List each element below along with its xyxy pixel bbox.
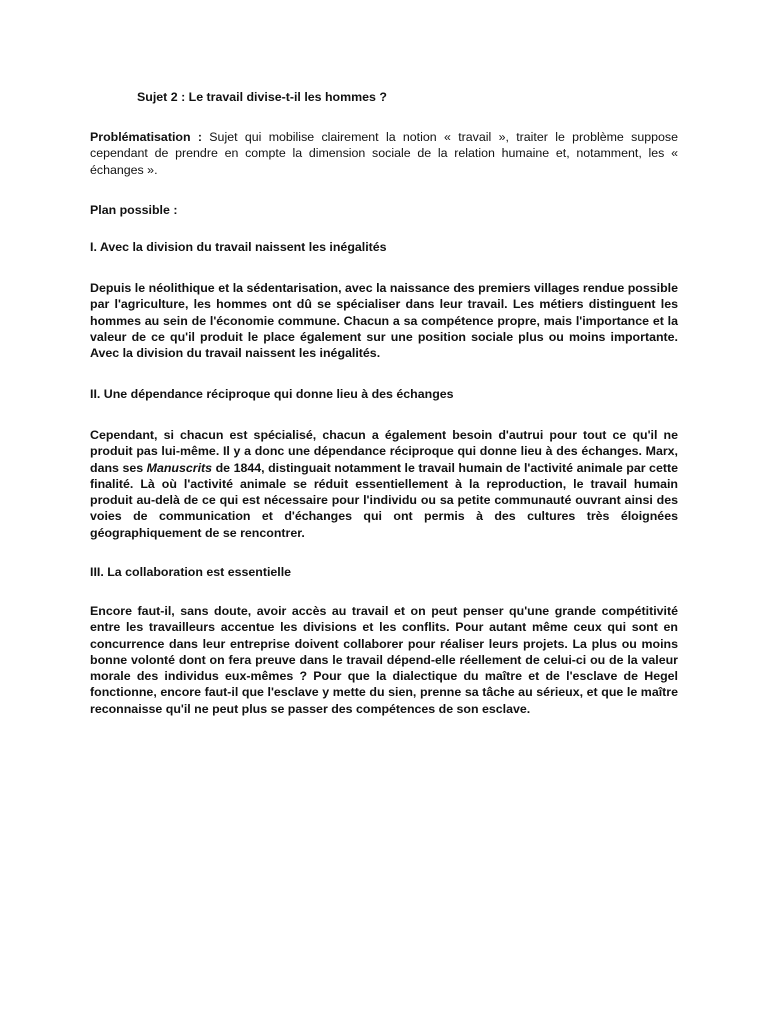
- section-2-paragraph: [90, 427, 678, 541]
- section-2-paragraph-text-end: de 1844, distinguait notamment le travail humain de l'activité animale par cette finalité. Là où l'activité animale se réduit essentiellement à la reproduction, le travail humain produit au-delà de ce qui est nécessaire pour l'individu ou sa petite communauté ouvrant ainsi des voies de communication et d'échanges qui ont permis à des cultures très éloignées géographiquement de se rencontrer.: [90, 460, 678, 540]
- section-2-paragraph-text-start: Cependant, si chacun est spécialisé, chacun a également besoin d'autrui pour tout ce qu'il ne produit pas lui-même. Il y a donc une dépendance réciproque qui donne lieu à des échanges. Marx, dans ses: [90, 428, 678, 475]
- section-3-paragraph: [90, 603, 678, 717]
- section-1-paragraph: [90, 280, 678, 361]
- section-3-heading: III. La collaboration est essentielle: [90, 565, 292, 579]
- section-1-paragraph-text: Depuis le néolithique et la sédentarisation, avec la naissance des premiers villages rendue possible par l'agriculture, les hommes ont dû se spécialiser dans leur travail. Les métiers distinguent les hommes au sein de l'économie commune. Chacun a sa compétence propre, mais l'importance et la valeur de ce qu'il produit le place également sur une position sociale plus ou moins importante. Avec la division du travail naissent les inégalités.: [90, 281, 678, 361]
- subject-title: Sujet 2 : Le travail divise-t-il les hommes ?: [137, 90, 387, 104]
- plan-label: Plan possible :: [90, 203, 178, 217]
- problematisation-text: Sujet qui mobilise clairement la notion « travail », traiter le problème suppose cependant de prendre en compte la dimension sociale de la relation humaine et, notamment, les « échanges ».: [90, 130, 678, 177]
- section-1-heading: I. Avec la division du travail naissent les inégalités: [90, 240, 387, 254]
- problematisation-block: [90, 129, 678, 178]
- section-2-heading: II. Une dépendance réciproque qui donne lieu à des échanges: [90, 387, 454, 401]
- section-3-paragraph-text: Encore faut-il, sans doute, avoir accès au travail et on peut penser qu'une grande compétitivité entre les travailleurs accentue les divisions et les conflits. Pour autant même ceux qui sont en concurrence dans leur entreprise doivent collaborer pour réaliser leurs projets. La plus ou moins bonne volonté dont on fera preuve dans le travail dépend-elle réellement de celui-ci ou de la valeur morale des individus eux-mêmes ? Pour que la dialectique du maître et de l'esclave de Hegel fonctionne, encore faut-il que l'esclave y mette du sien, prenne sa tâche au sérieux, et que le maître reconnaisse qu'il ne peut plus se passer des compétences de son esclave.: [90, 604, 678, 716]
- section-2-book-title: Manuscrits: [146, 460, 213, 475]
- problematisation-label: Problématisation :: [90, 130, 202, 144]
